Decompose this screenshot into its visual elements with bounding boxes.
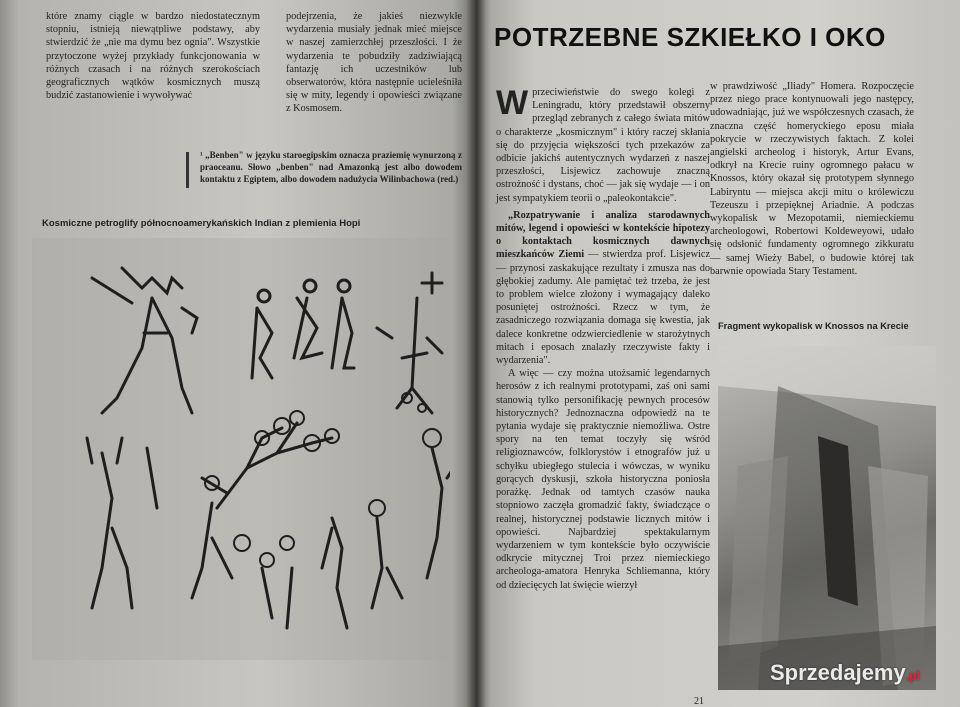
watermark-text: Sprzedajemy	[770, 660, 906, 685]
watermark-suffix: .pl	[905, 669, 920, 683]
left-column-2-text: podejrzenia, że jakieś niezwykłe wydarzenia musiały jednak mieć miejsce w naszej zamierzchłej przeszłości. I że wydarzenia te pobudziły zadziwiającą fantazję ich uczestników lub obserwatorów, która następnie ucieleśniła się w mity, legendy i opowieści związane z Kosmosem.	[286, 11, 462, 115]
right-column-1	[496, 86, 710, 592]
article-title: POTRZEBNE SZKIEŁKO I OKO	[494, 22, 886, 52]
petroglyph-caption: Kosmiczne petroglify północnoamerykańskich Indian z plemienia Hopi	[42, 218, 361, 229]
left-page	[0, 0, 476, 707]
drop-cap: W	[496, 84, 529, 122]
book-gutter	[466, 0, 486, 707]
footnote-rule	[186, 152, 189, 188]
right-column-2-text: w prawdziwość „Iliady" Homera. Rozpoczęcie przez niego prace kontynuowali jego następcy, udowadniając, już we współczesnych czasach, że znaczna część homeryckiego eposu miała pokrycie w rzeczywistych faktach. Z kolei angielski archeolog i historyk, Artur Evans, odkrył na Krecie ruiny ogromnego pałacu w Knossos, który okazał się prototypem słynnego Labiryntu — miejsca akcji mitu o królewiczu Tezeuszu i przepięknej Ariadnie. A podczas wykopalisk w Mezopotamii, niemieckiemu archeologowi, Robertowi Koldeweyowi, udało się odsłonić fundamenty ogromnego zikkuratu — samej Wieży Babel, o budowie której tak barwnie opowiada Stary Testament.	[710, 81, 914, 277]
right-column-2	[710, 80, 914, 278]
quote-bold: „Rozpatrywanie i analiza starodawnych mitów, legend i opowieści w kontekście hipotezy o kontaktach kosmicznych dawnych mieszkańców Ziemi	[496, 209, 710, 261]
left-column-1-text: które znamy ciągle w bardzo niedostatecznym stopniu, istnieją niewątpliwe podstawy, aby stwierdzić że „nie ma dymu bez ognia". Wszystkie przytoczone wyżej przykłady funkcjonowania w różnych czasach i na różnych szerokościach geograficznych wątków kosmicznych muszą budzić zastanowienie i wywoływać	[46, 11, 260, 102]
photo-caption: Fragment wykopalisk w Knossos na Krecie	[718, 321, 909, 331]
knossos-excavation-photo	[718, 346, 936, 690]
left-column-2	[286, 10, 462, 116]
petroglyph-illustration	[32, 238, 450, 660]
right-page	[476, 0, 960, 707]
left-column-1	[46, 10, 260, 102]
quote-tail: — stwierdza prof. Lisjewicz — przynosi zaskakujące rezultaty i zmusza nas do głębokiej zadumy. Ale pamiętać też trzeba, że jest to problem wielce złożony i wymagający daleko posuniętej ostrożności. Rzecz w tym, że zasadniczego rozwiązania domaga się kwestia, jak dalece konkretne odzwierciedlenie w starożytnych mitach i eposach znalazły rzeczywiste fakty i wydarzenia".	[496, 249, 711, 367]
right-column-1-lead: przeciwieństwie do swego kolegi z Leningradu, który przedstawił obszerny przegląd zebranych z całego świata mitów o charakterze „kosmicznym" i który raczej skłania się do przyjęcia większości tych przekazów za odbicie jakichś autentycznych wydarzeń z naszej przeszłości, Lisjewicz zachowuje znaczną ostrożność i dystans, choć — jak się wydaje — i on jest sympatykiem teorii o „paleokontakcie".	[496, 87, 710, 204]
right-column-1-rest: A więc — czy można utożsamić legendarnych herosów z ich realnymi prototypami, zaś oni sami stanowią tylko personifikację pewnych procesów historycznych? Jednoznaczna odpowiedź na te pytania wydaje się praktycznie niemożliwa. Ostre spory na ten temat toczyły się wśród religioznawców, folklorystów i etnografów już u schyłku ubiegłego stulecia i wówczas, w wyniku gorących dyskusji, szkoła historyczna poniosła porażkę. Jednak od tamtych czasów nauka stopniowo zaczęła gromadzić fakty, świadczące o realnej, historycznej podstawie licznych mitów i opowieści. Najbardziej spektakularnym wydarzeniem w tym kontekście było oczywiście odkrycie mitycznej Troi przez niemieckiego archeologa-amatora Henryka Schliemanna, który od dziecięcych lat święcie wierzył	[496, 368, 710, 591]
footnote: ¹ „Benben" w języku staroegipskim oznacza praziemię wynurzoną z praoceanu. Słowo „benben" nad Amazonką jest albo dowodem kontaktu z Egiptem, albo dowodem nadużycia Wilinbachowa (red.)	[200, 150, 462, 184]
watermark	[770, 660, 920, 686]
page-number: 21	[694, 696, 704, 707]
